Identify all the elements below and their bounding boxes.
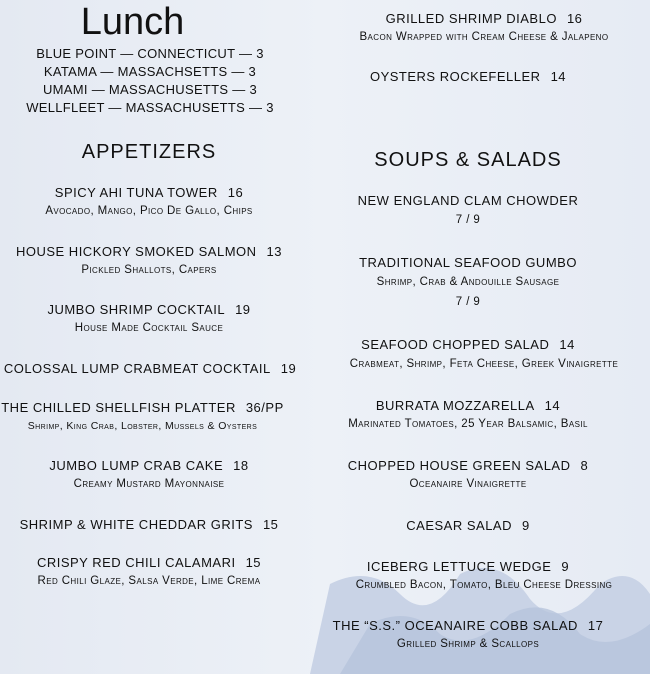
menu-item-name: JUMBO SHRIMP COCKTAIL 19 [47, 302, 251, 317]
menu-item-description: Grilled Shrimp & Scallops [396, 638, 540, 650]
menu-item-description: Shrimp, Crab & Andouille Sausage [376, 276, 560, 288]
menu-item-name: OYSTERS ROCKEFELLER 14 [369, 69, 567, 84]
menu-item-name: CAESAR SALAD 9 [406, 518, 530, 533]
menu-item-name: TRADITIONAL SEAFOOD GUMBO [359, 255, 577, 270]
menu-item-name: THE CHILLED SHELLFISH PLATTER 36/PP [1, 400, 284, 415]
menu-item-name: CHOPPED HOUSE GREEN SALAD 8 [347, 458, 589, 473]
menu-item-name: GRILLED SHRIMP DIABLO 16 [385, 11, 583, 26]
menu-item-name: NEW ENGLAND CLAM CHOWDER [357, 193, 579, 208]
menu-item-name: SEAFOOD CHOPPED SALAD 14 [361, 337, 575, 352]
menu-item-description: Shrimp, King Crab, Lobster, Mussels & Oysters [27, 420, 258, 432]
menu-item-description: House Made Cocktail Sauce [74, 322, 224, 334]
oyster-line: KATAMA — MASSACHSETTS — 3 [43, 64, 257, 79]
menu-item-description: Avocado, Mango, Pico De Gallo, Chips [45, 205, 253, 217]
menu-item-description: Oceanaire Vinaigrette [409, 478, 527, 490]
menu-item-description: Bacon Wrapped with Cream Cheese & Jalapeno [359, 31, 609, 43]
appetizers-heading: APPETIZERS [81, 141, 217, 163]
soups-salads-heading: SOUPS & SALADS [374, 149, 562, 171]
oyster-line: BLUE POINT — CONNECTICUT — 3 [36, 46, 264, 61]
menu-item-name: HOUSE HICKORY SMOKED SALMON 13 [15, 244, 283, 259]
menu-item-name: CRISPY RED CHILI CALAMARI 15 [36, 555, 262, 570]
menu-item-description: Crumbled Bacon, Tomato, Bleu Cheese Dressing [355, 579, 613, 591]
menu-item-name: SHRIMP & WHITE CHEDDAR GRITS 15 [19, 517, 279, 532]
menu-item-price: 7 / 9 [455, 214, 481, 226]
menu-item-description: Marinated Tomatoes, 25 Year Balsamic, Basil [348, 418, 588, 430]
menu-item-price: 7 / 9 [455, 296, 481, 308]
menu-item-name: THE “S.S.” OCEANAIRE COBB SALAD 17 [332, 618, 604, 633]
page-title: Lunch [80, 1, 185, 43]
menu-item-description: Creamy Mustard Mayonnaise [73, 478, 225, 490]
menu-item-name: JUMBO LUMP CRAB CAKE 18 [49, 458, 249, 473]
menu-item-name: SPICY AHI TUNA TOWER 16 [54, 185, 244, 200]
menu-item-name: ICEBERG LETTUCE WEDGE 9 [366, 559, 570, 574]
menu-item-description: Pickled Shallots, Capers [81, 264, 217, 276]
oyster-line: WELLFLEET — MASSACHUSETTS — 3 [26, 100, 274, 115]
menu-item-name: BURRATA MOZZARELLA 14 [375, 398, 561, 413]
menu-item-name: COLOSSAL LUMP CRABMEAT COCKTAIL 19 [3, 361, 297, 376]
menu-item-description: Crabmeat, Shrimp, Feta Cheese, Greek Vinaigrette [349, 358, 619, 370]
oyster-line: UMAMI — MASSACHUSETTS — 3 [42, 82, 258, 97]
menu-item-description: Red Chili Glaze, Salsa Verde, Lime Crema [37, 575, 261, 587]
